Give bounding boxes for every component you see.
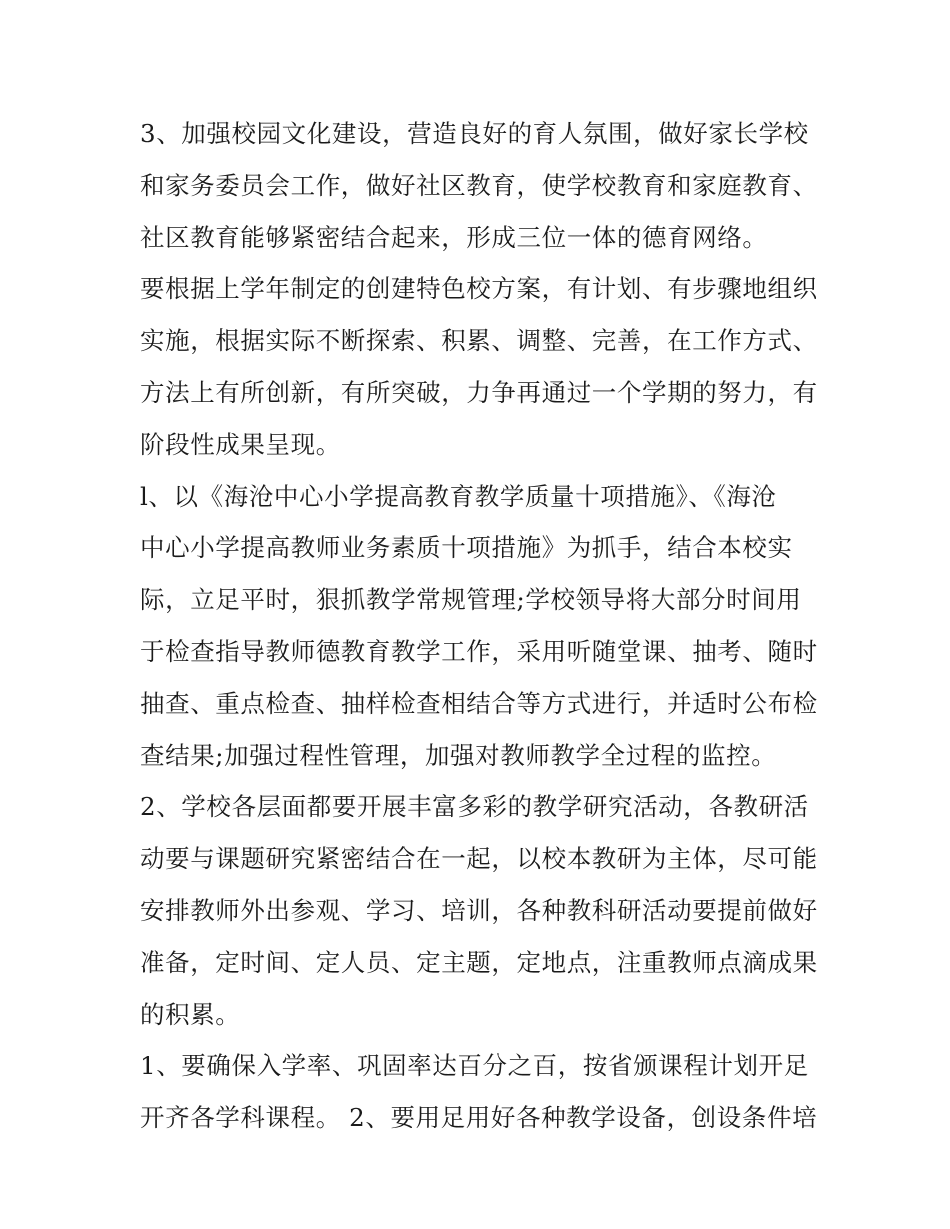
text-line: 查结果;加强过程性管理，加强对教师教学全过程的监控。 [140, 740, 777, 770]
text-line: 动要与课题研究紧密结合在一起，以校本教研为主体，尽可能 [140, 844, 818, 874]
text-line: 抽查、重点检查、抽样检查相结合等方式进行，并适时公布检 [140, 688, 818, 718]
text-line: 中心小学提高教师业务素质十项措施》为抓手，结合本校实 [140, 533, 793, 563]
text-line: 社区教育能够紧密结合起来，形成三位一体的德育网络。 [140, 222, 768, 252]
text-line: 准备，定时间、定人员、定主题，定地点，注重教师点滴成果 [140, 947, 818, 977]
text-line: 安排教师外出参观、学习、培训，各种教科研活动要提前做好 [140, 895, 818, 925]
text-line: 要根据上学年制定的创建特色校方案，有计划、有步骤地组织 [140, 274, 818, 304]
text-line: 的积累。 [140, 999, 241, 1029]
text-line: l、以《海沧中心小学提高教育教学质量十项措施》、《海沧 [140, 481, 777, 511]
text-line: 方法上有所创新，有所突破，力争再通过一个学期的努力，有 [140, 377, 818, 407]
document-body [140, 108, 820, 1144]
text-line: 2、学校各层面都要开展丰富多彩的教学研究活动，各教研活 [140, 792, 809, 822]
text-line: 1、要确保入学率、巩固率达百分之百，按省颁课程计划开足 [140, 1051, 809, 1081]
text-line: 于检查指导教师德教育教学工作，采用听随堂课、抽考、随时 [140, 636, 818, 666]
text-line: 阶段性成果呈现。 [140, 429, 341, 459]
text-line: 实施，根据实际不断探索、积累、调整、完善，在工作方式、 [140, 326, 818, 356]
text-line: 际，立足平时，狠抓教学常规管理;学校领导将大部分时间用 [140, 585, 802, 615]
text-line: 3、加强校园文化建设，营造良好的育人氛围，做好家长学校 [140, 119, 809, 148]
text-line: 开齐各学科课程。 2、要用足用好各种教学设备，创设条件培 [140, 1103, 818, 1133]
text-line: 和家务委员会工作，做好社区教育，使学校教育和家庭教育、 [140, 170, 818, 200]
